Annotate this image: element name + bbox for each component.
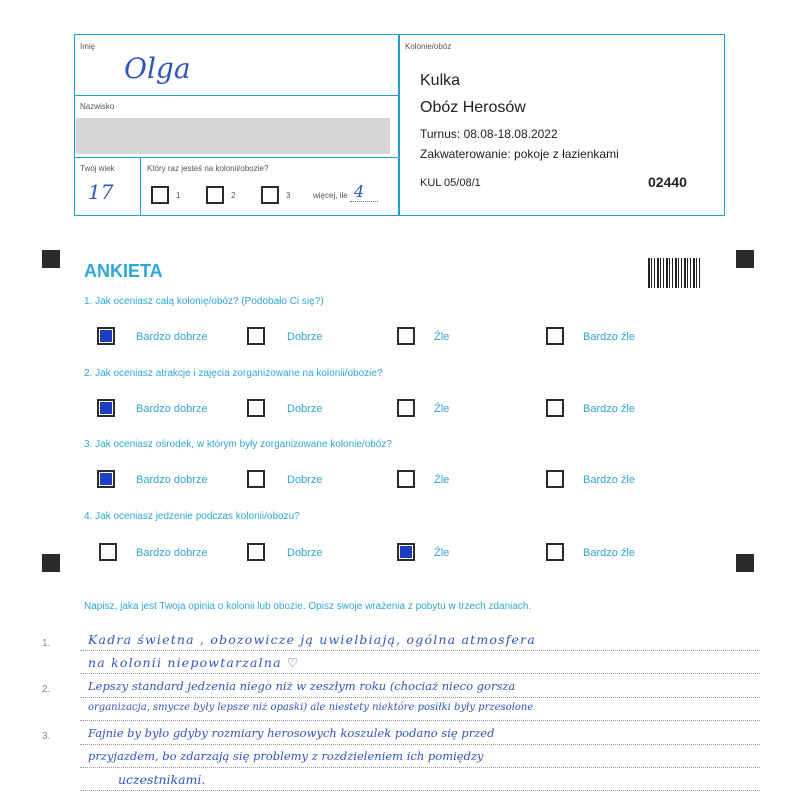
visit-2-checkbox[interactable] [206, 186, 224, 204]
q3-option-bardzo-dobrze[interactable] [97, 470, 115, 488]
visit-3-checkbox[interactable] [261, 186, 279, 204]
survey-title: ANKIETA [84, 261, 163, 281]
q1-option-dobrze[interactable] [247, 327, 265, 345]
q2-option-dobrze[interactable] [247, 399, 265, 417]
q3-label-zle: Źle [434, 474, 450, 486]
kod: KUL 05/08/1 [420, 177, 481, 189]
visit-2-label: 2 [231, 191, 236, 200]
opinion-line-rule [80, 650, 760, 651]
opinion-text-line-3[interactable]: Lepszy standard jedzenia niego niż w zeszłym roku (chociaż nieco gorsza [88, 679, 516, 693]
q3-label-dobrze: Dobrze [287, 474, 323, 486]
header-divider-2 [74, 157, 399, 158]
opinion-text-line-2[interactable]: na kolonii niepowtarzalna ♡ [88, 655, 300, 670]
registration-marker-top-left [42, 250, 60, 268]
opinion-text-line-4[interactable]: organizacja, smycze były lepsze niż opaski) ale niestety niektóre posiłki były przesolone [88, 702, 534, 713]
visit-3-label: 3 [286, 191, 291, 200]
kolonia-label: Kolonie/obóz [405, 42, 452, 51]
visit-1-checkbox[interactable] [151, 186, 169, 204]
q2-label-zle: Źle [434, 403, 450, 415]
ktory-raz-label: Który raz jesteś na kolonii/obozie? [147, 164, 269, 173]
header-divider-1 [74, 95, 399, 96]
registration-marker-mid-right [736, 554, 754, 572]
q1-option-bardzo-dobrze[interactable] [97, 327, 115, 345]
barcode [648, 258, 702, 288]
q2-option-bardzo-zle[interactable] [546, 399, 564, 417]
wiecej-underline [350, 201, 378, 202]
q1-label-bardzo-dobrze: Bardzo dobrze [136, 331, 208, 343]
q1-option-zle[interactable] [397, 327, 415, 345]
imie-value[interactable]: Olga [124, 52, 191, 85]
q1-option-bardzo-zle[interactable] [546, 327, 564, 345]
q1-label-zle: Źle [434, 331, 450, 343]
opinion-number-2: 2. [42, 684, 51, 695]
q4-option-dobrze[interactable] [247, 543, 265, 561]
q4-label-dobrze: Dobrze [287, 547, 323, 559]
opinion-text-line-7[interactable]: uczestnikami. [118, 772, 206, 787]
turnus: Turnus: 08.08-18.08.2022 [420, 127, 558, 141]
opinion-line-rule [80, 767, 760, 768]
registration-marker-top-right [736, 250, 754, 268]
q4-option-bardzo-dobrze[interactable] [99, 543, 117, 561]
q1-label-dobrze: Dobrze [287, 331, 323, 343]
q2-label-bardzo-dobrze: Bardzo dobrze [136, 403, 208, 415]
question-2-text: 2. Jak oceniasz atrakcje i zajęcia zorganizowane na kolonii/obozie? [84, 368, 383, 379]
visit-1-label: 1 [176, 191, 181, 200]
opinion-text-line-5[interactable]: Fajnie by było gdyby rozmiary herosowych koszulek podano się przed [88, 726, 495, 740]
oboz-name: Obóz Herosów [420, 99, 526, 116]
nazwisko-redaction [76, 118, 390, 154]
nazwisko-label: Nazwisko [80, 102, 115, 111]
opinion-line-rule [80, 673, 760, 674]
q3-label-bardzo-zle: Bardzo źle [583, 474, 635, 486]
question-3-text: 3. Jak oceniasz ośrodek, w którym były zorganizowane kolonie/obóz? [84, 439, 392, 450]
opinion-line-rule [80, 697, 760, 698]
q4-label-zle: Źle [434, 547, 450, 559]
q3-label-bardzo-dobrze: Bardzo dobrze [136, 474, 208, 486]
q3-option-bardzo-zle[interactable] [546, 470, 564, 488]
wiecej-label: więcej, ile [313, 191, 348, 200]
opinion-text-line-6[interactable]: przyjazdem, bo zdarzają się problemy z rozdzieleniem ich pomiędzy [88, 749, 484, 763]
q1-label-bardzo-zle: Bardzo źle [583, 331, 635, 343]
wiek-value[interactable]: 17 [88, 180, 114, 204]
wiek-label: Twój wiek [80, 164, 115, 173]
question-4-text: 4. Jak oceniasz jedzenie podczas kolonii/obozu? [84, 511, 300, 522]
header-divider-3 [140, 157, 141, 215]
numer: 02440 [648, 174, 687, 190]
opinion-number-1: 1. [42, 638, 51, 649]
q4-option-zle[interactable] [397, 543, 415, 561]
registration-marker-mid-left [42, 554, 60, 572]
imie-label: Imię [80, 42, 96, 51]
kolonia-name: Kulka [420, 72, 461, 89]
opinion-text-line-1[interactable]: Kadra świetna , obozowicze ją uwielbiają, ogólna atmosfera [88, 632, 536, 647]
q3-option-zle[interactable] [397, 470, 415, 488]
opinion-number-3: 3. [42, 731, 51, 742]
q2-label-dobrze: Dobrze [287, 403, 323, 415]
q4-option-bardzo-zle[interactable] [546, 543, 564, 561]
zakwaterowanie: Zakwaterowanie: pokoje z łazienkami [420, 147, 619, 161]
opinion-line-rule [80, 720, 760, 721]
q4-label-bardzo-zle: Bardzo źle [583, 547, 635, 559]
q2-option-zle[interactable] [397, 399, 415, 417]
q3-option-dobrze[interactable] [247, 470, 265, 488]
question-1-text: 1. Jak oceniasz całą kolonię/obóz? (Podobało Ci się?) [84, 296, 324, 307]
wiecej-value[interactable]: 4 [354, 182, 365, 201]
q2-label-bardzo-zle: Bardzo źle [583, 403, 635, 415]
opinion-line-rule [80, 744, 760, 745]
q4-label-bardzo-dobrze: Bardzo dobrze [136, 547, 208, 559]
opinion-prompt: Napisz, jaka jest Twoja opinia o kolonii lub obozie. Opisz swoje wrażenia z pobytu w trzech zdaniach. [84, 601, 532, 612]
q2-option-bardzo-dobrze[interactable] [97, 399, 115, 417]
opinion-line-rule [80, 790, 760, 791]
